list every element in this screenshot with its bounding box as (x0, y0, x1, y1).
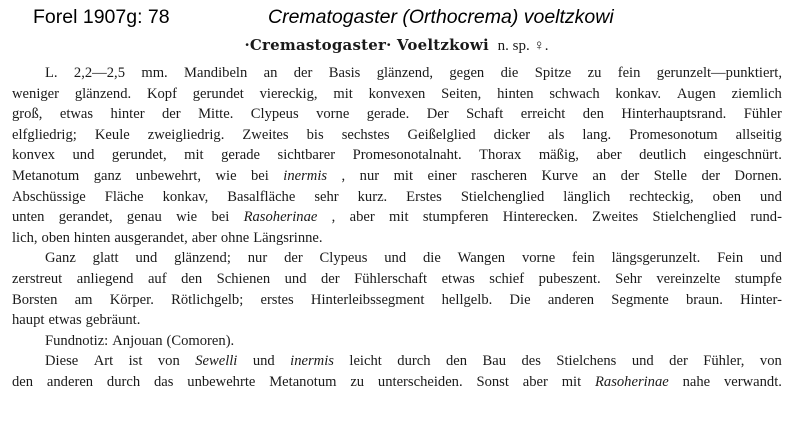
word: deutlich (639, 147, 687, 164)
word: kurz. (357, 188, 388, 205)
word: Rötlichgelb; (171, 291, 244, 308)
word: allseitig (735, 126, 782, 143)
word: konvexen (368, 85, 426, 102)
word: Erstes (406, 188, 442, 205)
word: Abschüssige (12, 188, 86, 205)
word: Fein (717, 250, 744, 267)
text-line (12, 84, 782, 105)
word: aber (349, 209, 375, 226)
word: und (384, 250, 407, 267)
word: hinten (73, 229, 111, 246)
word: auf (147, 270, 167, 287)
word: Hinter- (740, 291, 782, 308)
word: Clypeus (319, 250, 368, 267)
word: Fühlerschaft (354, 270, 428, 287)
word: gerundet (192, 85, 244, 102)
word: oben (41, 229, 70, 246)
text-line (12, 63, 782, 84)
word: Bau (482, 353, 506, 370)
word: Keule (94, 126, 130, 143)
word: das (153, 373, 174, 390)
word: glatt (92, 250, 119, 267)
word: ziemlich (731, 85, 782, 102)
word: Fundnotiz: (45, 332, 109, 349)
word: mäßig, (538, 147, 579, 164)
word: aber (191, 229, 217, 246)
text-line (12, 351, 782, 372)
text-line (12, 269, 782, 290)
word: des (521, 353, 541, 370)
word: glänzend. (74, 85, 132, 102)
word: sichtbarer (277, 147, 336, 164)
word: als (548, 126, 565, 143)
word: von (759, 353, 782, 370)
word: nahe (682, 373, 711, 390)
word: Basalfläche (227, 188, 296, 205)
word: den (445, 353, 468, 370)
text-line (12, 125, 782, 146)
word: Metanotum (269, 373, 337, 390)
word: Fläche (104, 188, 144, 205)
word: 2,2—2,5 (73, 65, 125, 81)
word: Dornen. (734, 167, 782, 184)
word: vereinzelte (656, 270, 721, 287)
word: dicker (493, 126, 531, 143)
word: stumpferen (422, 209, 489, 226)
word: etwas (59, 106, 94, 123)
word: mm. (141, 65, 168, 81)
word: anderen (46, 373, 94, 390)
word: Anjouan (112, 332, 163, 349)
word: wie (215, 167, 237, 184)
word: genau (126, 209, 162, 226)
word: haupt (12, 312, 45, 329)
word: zerstreut (12, 270, 63, 287)
word: anderen (547, 291, 594, 308)
word: der (162, 106, 181, 123)
word: eingeschnürt. (703, 147, 782, 164)
word: Promesonotalnaht. (352, 147, 462, 164)
word: Augen (676, 85, 716, 102)
word: groß, (12, 106, 43, 123)
italic-word: Rasoherinae (243, 209, 318, 226)
word: von (157, 353, 180, 370)
word: Körper. (109, 291, 154, 308)
text-line (12, 187, 782, 208)
word: konkav. (615, 85, 662, 102)
word: Sehr (615, 270, 642, 287)
word: der (321, 270, 340, 287)
word: Segmente (611, 291, 669, 308)
word: braun. (686, 291, 723, 308)
word: einer (427, 167, 457, 184)
word: Sonst (476, 373, 509, 390)
text-line (12, 290, 782, 311)
word: mit (184, 147, 204, 164)
word: hinter (110, 106, 145, 123)
word: Promesonotum (629, 126, 718, 143)
word: Hinterhauptsrand. (621, 106, 727, 123)
word: schief (489, 270, 525, 287)
word: rund- (750, 209, 782, 226)
taxon-name: Crematogaster (Orthocrema) voeltzkowi (268, 6, 614, 28)
word: Clypeus (250, 106, 299, 123)
word: gebräunt. (85, 312, 141, 329)
word: gerundet, (111, 147, 167, 164)
species-heading (0, 36, 793, 55)
word: Thorax (479, 147, 522, 164)
word: die (422, 250, 441, 267)
word: ist (128, 353, 143, 370)
word: an (592, 167, 607, 184)
species-status: n. sp. ♀. (497, 38, 549, 54)
word: mit (333, 85, 353, 102)
word: der (620, 167, 640, 184)
word: nur (359, 167, 380, 184)
text-line (12, 228, 782, 249)
word: fein (617, 65, 641, 81)
word: längsgerunzelt. (611, 250, 701, 267)
word: den (12, 373, 34, 390)
word: etwas (48, 312, 82, 329)
word: mit (561, 373, 582, 390)
word: konkav, (162, 188, 209, 205)
word: Wangen (457, 250, 506, 267)
word: rascheren (471, 167, 528, 184)
word: Fühler, (703, 353, 745, 370)
word: Kopf (146, 85, 177, 102)
word: verwandt. (723, 373, 782, 390)
word: und (760, 188, 782, 205)
word: ausgerandet, (114, 229, 188, 246)
word: länglich (563, 188, 611, 205)
word: an (263, 65, 278, 81)
text-line (12, 372, 782, 393)
word: hinten (497, 85, 534, 102)
word: ganz (93, 167, 122, 184)
word: mit (389, 209, 409, 226)
word: hellgelb. (441, 291, 493, 308)
word: Stielchenglied (652, 209, 737, 226)
word: stumpfe (734, 270, 782, 287)
word: leicht (349, 353, 382, 370)
word: konvex (12, 147, 55, 164)
word: Zweites (592, 209, 639, 226)
word: und (759, 250, 782, 267)
word: Die (509, 291, 531, 308)
word: bei (211, 209, 230, 226)
word: und (135, 250, 158, 267)
word: erreicht (520, 106, 566, 123)
word: gegen (449, 65, 485, 81)
word: gerunzelt—punktiert, (656, 65, 782, 81)
word: und (72, 147, 95, 164)
text-line (12, 166, 782, 187)
word: wie (176, 209, 198, 226)
word: vorne (316, 106, 350, 123)
text-line (12, 331, 782, 352)
word: nur (247, 250, 268, 267)
word: unterscheiden. (377, 373, 463, 390)
word: und (631, 353, 654, 370)
word: gerandet, (58, 209, 113, 226)
word: Ganz (45, 250, 76, 267)
word: fein (572, 250, 595, 267)
word: , (331, 209, 336, 226)
text-line (12, 248, 782, 269)
word: erstes (260, 291, 294, 308)
word: Geißelglied (407, 126, 476, 143)
word: der (284, 250, 303, 267)
word: sechstes (341, 126, 390, 143)
word: Stielchens (556, 353, 617, 370)
word: Stelle (653, 167, 687, 184)
word: Stielchenglied (460, 188, 545, 205)
word: aber (522, 373, 548, 390)
word: Metanotum (12, 167, 80, 184)
word: schwach (549, 85, 600, 102)
word: lang. (582, 126, 612, 143)
word: etwas (441, 270, 475, 287)
word: Diese (45, 353, 79, 370)
word: gerade. (366, 106, 410, 123)
word: rechteckig, (629, 188, 694, 205)
italic-word: Rasoherinae (594, 373, 669, 390)
word: anliegend (76, 270, 134, 287)
word: Seiten, (441, 85, 482, 102)
word: pubeszent. (538, 270, 601, 287)
word: weniger (12, 85, 60, 102)
word: Der (426, 106, 449, 123)
word: bei (251, 167, 269, 184)
word: bis (306, 126, 324, 143)
word: Schienen (216, 270, 271, 287)
word: sehr (314, 188, 339, 205)
italic-word: inermis (290, 353, 334, 370)
word: L. (45, 65, 58, 81)
word: Basis (328, 65, 361, 81)
word: zu (350, 373, 365, 390)
word: der (669, 353, 688, 370)
word: gerade (221, 147, 260, 164)
word: unbewehrte (187, 373, 256, 390)
word: Zweites (242, 126, 289, 143)
word: Borsten (12, 291, 58, 308)
species-name: ·Cremastogaster· Voeltzkowi (244, 36, 489, 54)
word: , (341, 167, 346, 184)
word: Längsrinne. (253, 229, 323, 246)
word: zu (587, 65, 602, 81)
text-line (12, 145, 782, 166)
word: Fühler (743, 106, 782, 123)
word: lich, (12, 229, 38, 246)
word: (Comoren). (166, 332, 235, 349)
word: am (74, 291, 93, 308)
word: unten (12, 209, 45, 226)
word: glänzend; (174, 250, 231, 267)
italic-word: inermis (283, 167, 328, 184)
word: der (701, 167, 721, 184)
word: Kurve (541, 167, 578, 184)
text-line (12, 310, 782, 331)
word: unbewehrt, (135, 167, 202, 184)
word: Hinterecken. (502, 209, 578, 226)
word: Mitte. (198, 106, 234, 123)
italic-word: Sewelli (195, 353, 238, 370)
word: elfgliedrig; (12, 126, 77, 143)
word: ohne (220, 229, 250, 246)
text-line (12, 207, 782, 228)
word: durch (397, 353, 431, 370)
word: Spitze (534, 65, 572, 81)
word: die (500, 65, 519, 81)
word: der (293, 65, 313, 81)
word: den (582, 106, 604, 123)
reference-label: Forel 1907g: 78 (33, 6, 170, 28)
word: mit (393, 167, 414, 184)
description-text (12, 63, 782, 393)
word: Hinterleibssegment (310, 291, 425, 308)
word: vorne (521, 250, 556, 267)
word: oben (712, 188, 742, 205)
word: durch (106, 373, 141, 390)
text-line (12, 104, 782, 125)
word: Schaft (466, 106, 504, 123)
word: Art (93, 353, 114, 370)
word: und (252, 353, 275, 370)
citation-header (0, 6, 793, 32)
word: Mandibeln (184, 65, 248, 81)
word: den (181, 270, 203, 287)
word: zweigliedrig. (147, 126, 225, 143)
word: viereckig, (259, 85, 318, 102)
word: glänzend, (376, 65, 434, 81)
word: aber (596, 147, 622, 164)
word: und (284, 270, 307, 287)
